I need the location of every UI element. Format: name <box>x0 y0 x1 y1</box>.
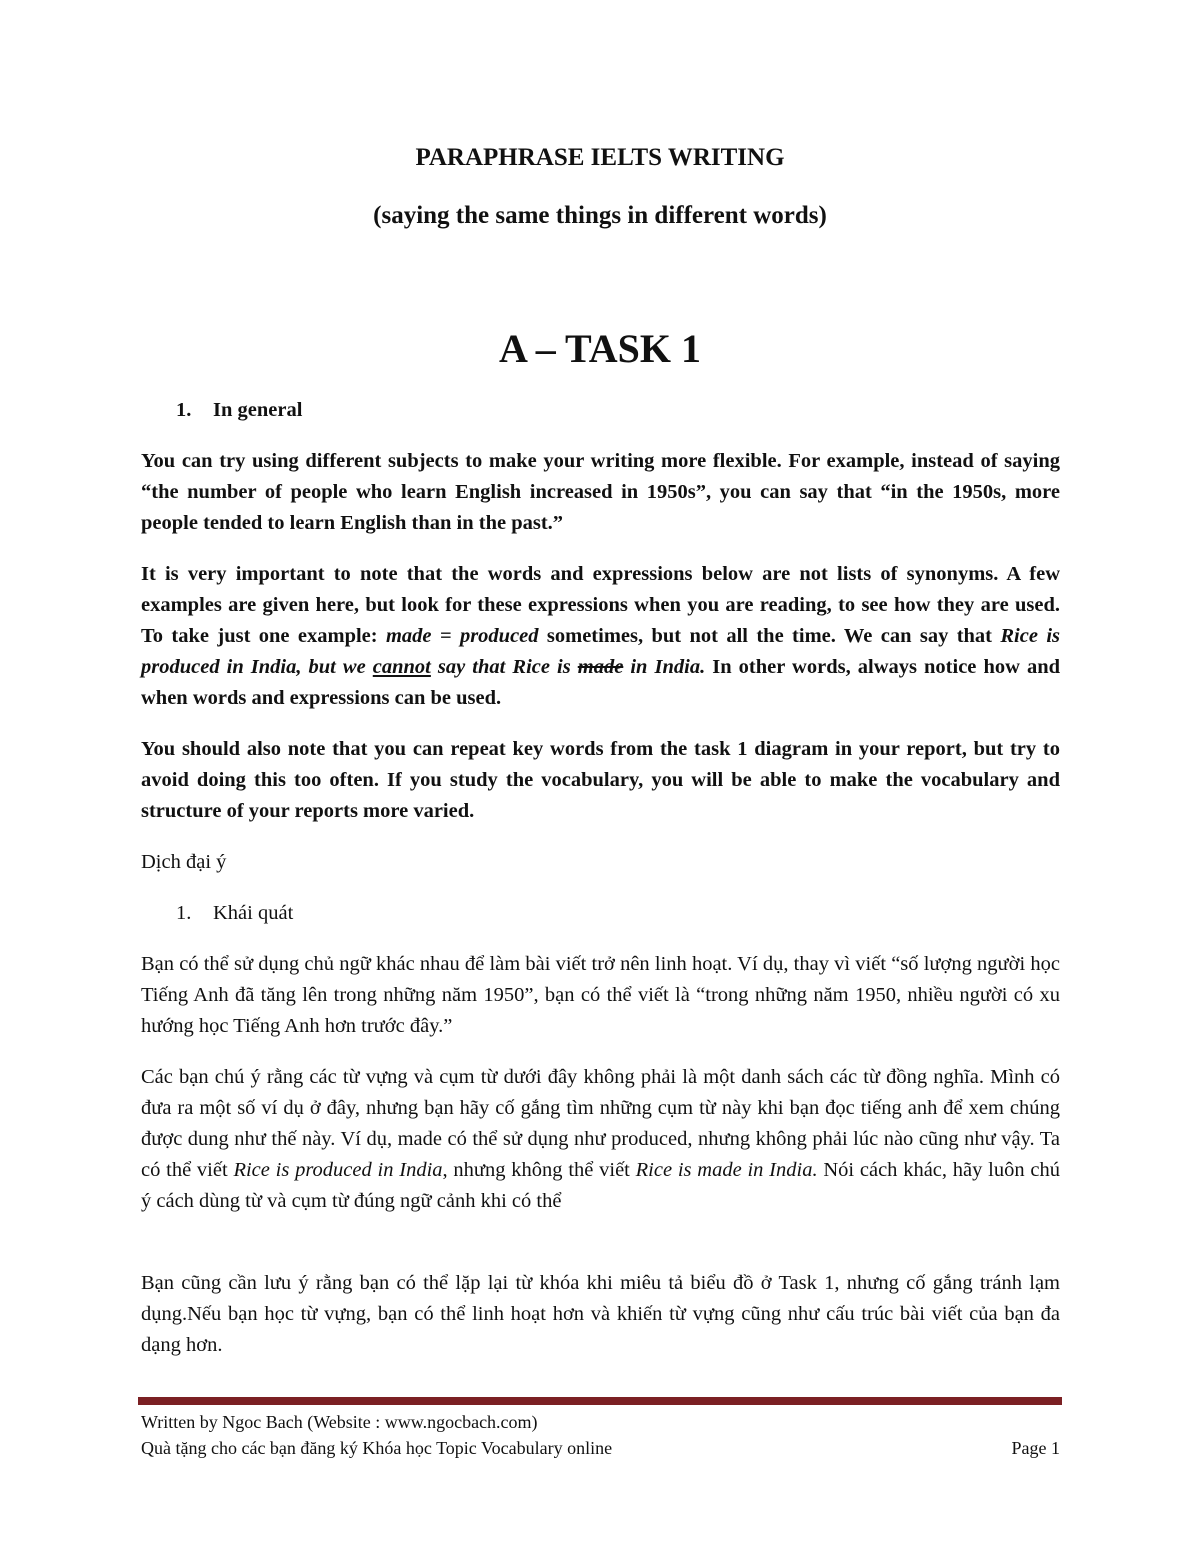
footer-promo-row <box>141 1435 1060 1461</box>
english-list-heading <box>141 395 1060 426</box>
english-list-number: 1. <box>176 399 192 421</box>
vietnamese-list-label: Khái quát <box>213 902 294 924</box>
footer-promo: Quà tặng cho các bạn đăng ký Khóa học Topic Vocabulary online <box>141 1438 613 1458</box>
english-paragraph-3: You should also note that you can repeat key words from the task 1 diagram in your report, but try to avoid doing this too often. If you study the vocabulary, you will be able to make the vocabulary and structure of your reports more varied. <box>141 738 1060 822</box>
cannot-underlined: cannot <box>372 656 431 678</box>
vietnamese-paragraph-2: Các bạn chú ý rằng các từ vựng và cụm từ dưới đây không phải là một danh sách các từ đồng nghĩa. Mình có đưa ra một số ví dụ ở đây, nhưng bạn hãy cố gắng tìm những cụm từ này khi bạn đọc tiếng anh để xem chúng được dung như thế này. Ví dụ, made có thể sử dụng như produced, nhưng không phải lúc nào cũng như vậy. Ta có thể viết Rice is produced in India, nhưng không thể viết Rice is made in India. Nói cách khác, hãy luôn chú ý cách dùng từ và cụm từ đúng ngữ cảnh khi có thể <box>141 1066 1060 1212</box>
document-subtitle: (saying the same things in different words) <box>373 202 827 229</box>
section-heading: A – TASK 1 <box>499 326 701 371</box>
made-produced-example: made = produced <box>385 625 539 647</box>
english-paragraph-2: It is very important to note that the words and expressions below are not lists of synonyms. A few examples are given here, but look for these expressions when you are reading, to see how they are used. To take just one example: made = produced sometimes, but not all the time. We can say that Rice is produced in India, but we cannot say that Rice is made in India. In other words, always notice how and when words and expressions can be used. <box>141 563 1061 709</box>
footer-divider <box>138 1397 1062 1405</box>
vietnamese-list-number: 1. <box>176 902 192 924</box>
vietnamese-heading: Dịch đại ý <box>141 851 227 873</box>
made-strikethrough: made <box>577 656 624 678</box>
english-paragraph-1: You can try using different subjects to make your writing more flexible. For example, instead of saying “the number of people who learn English increased in 1950s”, you can say that “in the 1950s, more people tended to learn English than in the past.” <box>141 450 1060 534</box>
document-title: PARAPHRASE IELTS WRITING <box>415 144 785 171</box>
vietnamese-paragraph-1: Bạn có thể sử dụng chủ ngữ khác nhau để làm bài viết trở nên linh hoạt. Ví dụ, thay vì viết “số lượng người học Tiếng Anh đã tăng lên trong những năm 1950”, bạn có thể viết là “trong những năm 1950, nhiều người có xu hướng học Tiếng Anh hơn trước đây.” <box>141 953 1060 1037</box>
vietnamese-list-heading <box>141 898 1060 929</box>
vietnamese-paragraph-3: Bạn cũng cần lưu ý rằng bạn có thể lặp lại từ khóa khi miêu tả biểu đồ ở Task 1, nhưng cố gắng tránh lạm dụng.Nếu bạn học từ vựng, bạn có thể linh hoạt hơn và khiến từ vựng cũng như cấu trúc bài viết của bạn đa dạng hơn. <box>141 1272 1060 1356</box>
english-list-label: In general <box>213 399 303 421</box>
footer-author: Written by Ngoc Bach (Website : www.ngocbach.com) <box>141 1412 538 1432</box>
page-number: Page 1 <box>1011 1438 1060 1458</box>
